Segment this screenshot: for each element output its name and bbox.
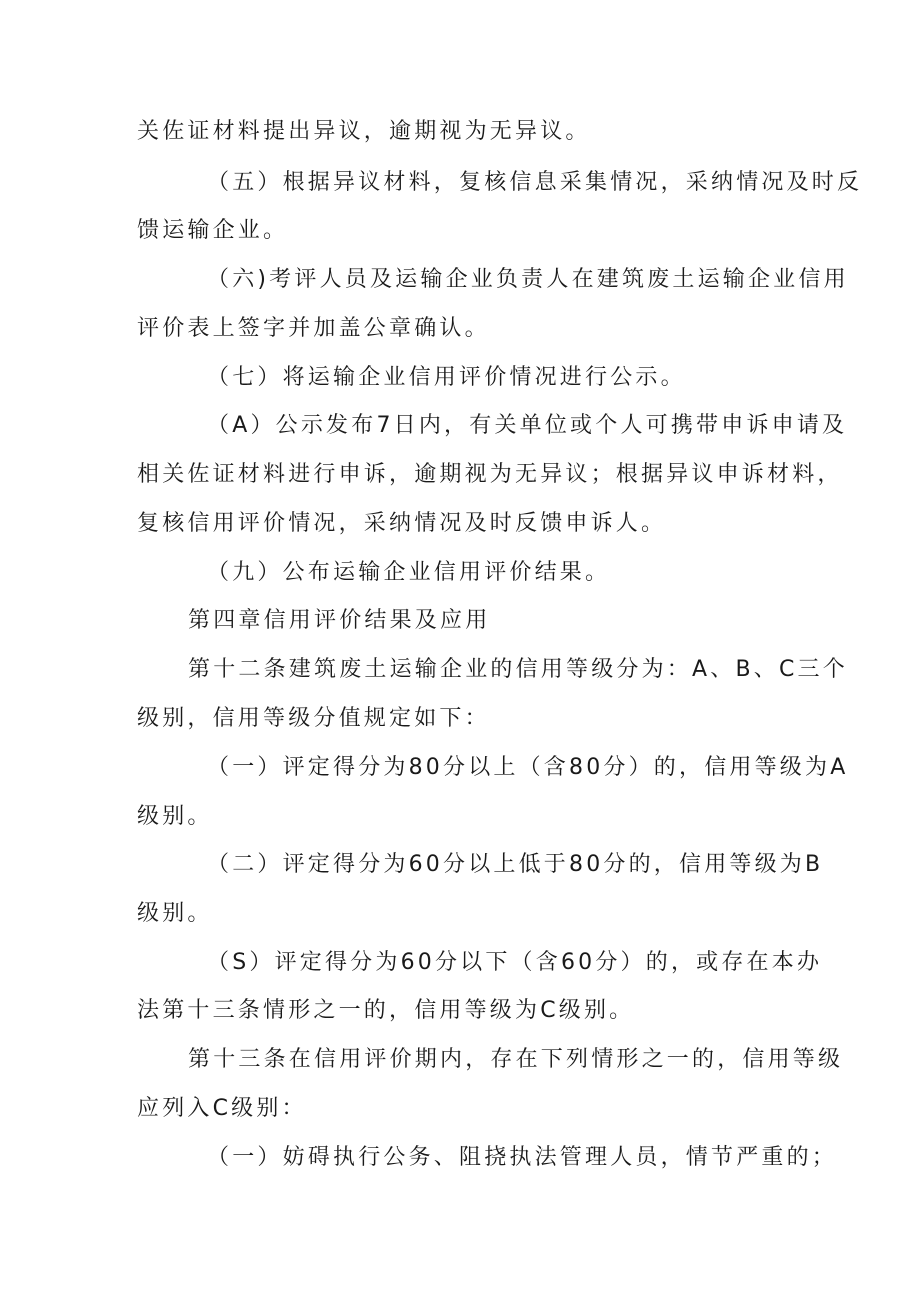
text-line: （一）评定得分为80分以上（含80分）的，信用等级为A — [207, 755, 849, 780]
text-line: （S）评定得分为60分以下（含60分）的，或存在本办 — [207, 950, 823, 975]
text-line: 应列入C级别： — [137, 1096, 307, 1121]
text-line: （七）将运输企业信用评价情况进行公示。 — [207, 365, 686, 390]
text-line: 法第十三条情形之一的，信用等级为C级别。 — [137, 998, 635, 1023]
text-line: （A）公示发布7日内，有关单位或个人可携带申诉申请及 — [207, 413, 848, 438]
text-line: 复核信用评价情况，采纳情况及时反馈申诉人。 — [137, 511, 667, 536]
text-line: （九）公布运输企业信用评价结果。 — [207, 560, 611, 585]
text-line: （二）评定得分为60分以上低于80分的，信用等级为B — [207, 852, 824, 877]
text-line: 第十二条建筑废土运输企业的信用等级分为：A、B、C三个 — [188, 657, 848, 682]
text-line: （六)考评人员及运输企业负责人在建筑废土运输企业信用 — [207, 267, 849, 292]
chapter-heading: 第四章信用评价结果及应用 — [188, 608, 491, 633]
text-line: 级别。 — [137, 901, 213, 926]
text-line: 级别。 — [137, 804, 213, 829]
text-line: 馈运输企业。 — [137, 218, 289, 243]
text-line: 评价表上签字并加盖公章确认。 — [137, 316, 490, 341]
text-line: 级别，信用等级分值规定如下： — [137, 706, 490, 731]
text-line: 第十三条在信用评价期内，存在下列情形之一的，信用等级 — [188, 1047, 844, 1072]
text-line: 相关佐证材料进行申诉，逾期视为无异议；根据异议申诉材料， — [137, 462, 843, 487]
text-line: 关佐证材料提出异议，逾期视为无异议。 — [137, 119, 591, 144]
text-line: （一）妨碍执行公务、阻挠执法管理人员，情节严重的； — [207, 1145, 838, 1170]
text-line: （五）根据异议材料，复核信息采集情况，采纳情况及时反 — [207, 170, 863, 195]
